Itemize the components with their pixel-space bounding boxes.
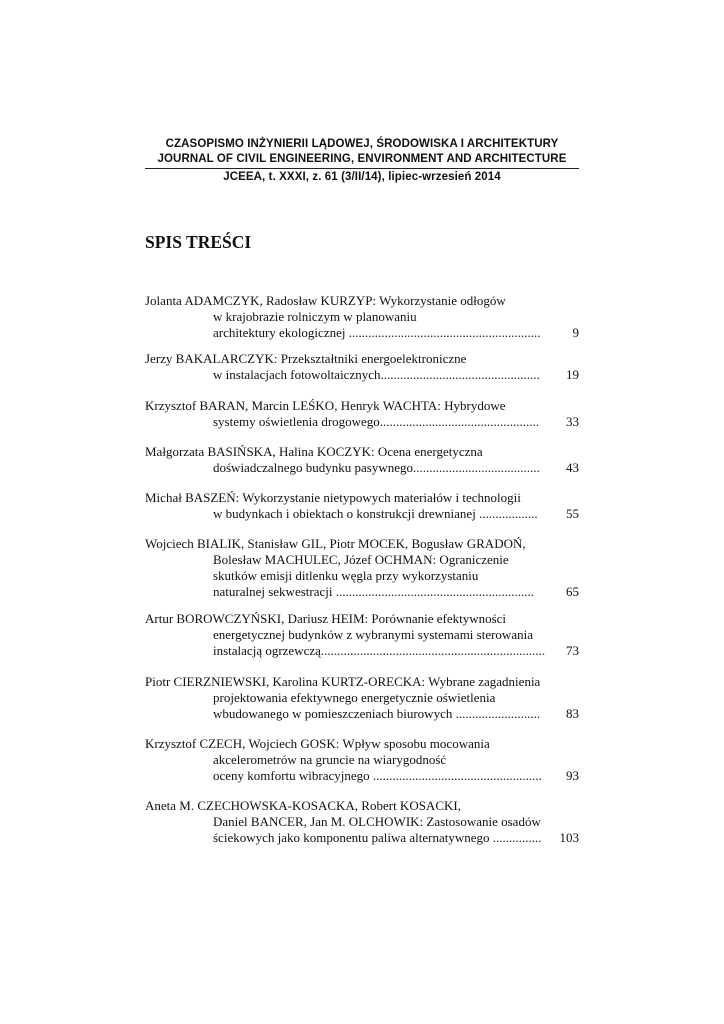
toc-entry-last-line — [145, 414, 579, 430]
toc-entry-title-line: w krajobrazie rolniczym w planowaniu — [213, 308, 417, 324]
toc-entry-last-line — [145, 584, 579, 600]
toc-entry-title-line: Bolesław MACHULEC, Józef OCHMAN: Ograniczenie — [213, 551, 509, 567]
toc-entry-title-tail: systemy oświetlenia drogowego................................................. — [213, 413, 540, 429]
toc-entry-authors-line: Michał BASZEŃ: Wykorzystanie nietypowych materiałów i technologii — [145, 490, 521, 505]
journal-issue-info: JCEEA, t. XXXI, z. 61 (3/II/14), lipiec-wrzesień 2014 — [223, 171, 501, 183]
toc-entry — [145, 444, 579, 476]
toc-entry-title-line: projektowania efektywnego energetycznie oświetlenia — [213, 689, 496, 705]
journal-title-english: JOURNAL OF CIVIL ENGINEERING, ENVIRONMENT AND ARCHITECTURE — [157, 153, 567, 165]
toc-entry — [145, 293, 579, 341]
toc-entry-title-tail: w instalacjach fotowoltaicznych................................................. — [213, 366, 540, 382]
toc-entry-authors-line: Krzysztof CZECH, Wojciech GOSK: Wpływ sposobu mocowania — [145, 736, 490, 751]
toc-entry-last-line — [145, 325, 579, 341]
toc-entry-authors-line: Artur BOROWCZYŃSKI, Dariusz HEIM: Porównanie efektywności — [145, 611, 507, 626]
toc-entry — [145, 490, 579, 522]
toc-entry-title-tail: ściekowych jako komponentu paliwa alternatywnego ............... — [213, 829, 542, 845]
toc-page-number: 83 — [566, 705, 579, 721]
toc-entry-title-tail: wbudowanego w pomieszczeniach biurowych .......................... — [213, 705, 541, 721]
toc-entry-last-line — [145, 506, 579, 522]
toc-entry — [145, 736, 579, 784]
toc-entry-title-line: Daniel BANCER, Jan M. OLCHOWIK: Zastosowanie osadów — [213, 813, 541, 829]
toc-entry-last-line — [145, 830, 579, 846]
journal-title-polish: CZASOPISMO INŻYNIERII LĄDOWEJ, ŚRODOWISKA I ARCHITEKTURY — [165, 138, 559, 150]
toc-page-number: 73 — [566, 642, 579, 658]
toc-entry-title-tail: architektury ekologicznej ........................................................... — [213, 324, 541, 340]
toc-page-number: 9 — [572, 324, 579, 340]
toc-entry-title-tail: instalacją ogrzewczą..................................................................... — [213, 642, 546, 658]
toc-entry-title-tail: doświadczalnego budynku pasywnego....................................... — [213, 459, 540, 475]
toc-entry — [145, 611, 579, 659]
toc-entry — [145, 798, 579, 846]
header-divider — [145, 168, 579, 169]
toc-entry-title-tail: w budynkach i obiektach o konstrukcji drewnianej .................. — [213, 505, 538, 521]
toc-page-number: 19 — [566, 366, 579, 382]
toc-entry — [145, 351, 579, 383]
toc-entry — [145, 536, 579, 600]
toc-entry-last-line — [145, 706, 579, 722]
toc-page-number: 55 — [566, 505, 579, 521]
toc-page-number: 103 — [559, 829, 579, 845]
toc-entry-authors-line: Małgorzata BASIŃSKA, Halina KOCZYK: Ocena energetyczna — [145, 444, 483, 459]
page-title: SPIS TREŚCI — [145, 232, 252, 252]
toc-page-number: 43 — [566, 459, 579, 475]
toc-entry-title-line: energetycznej budynków z wybranymi systemami sterowania — [213, 626, 533, 642]
toc-entry-authors-line: Aneta M. CZECHOWSKA-KOSACKA, Robert KOSACKI, — [145, 798, 461, 813]
toc-page-number: 65 — [566, 583, 579, 599]
toc-entry-title-line: akcelerometrów na gruncie na wiarygodność — [213, 751, 447, 767]
toc-entry-authors-line: Jerzy BAKALARCZYK: Przekształtniki energoelektroniczne — [145, 351, 467, 366]
toc-entry-authors-line: Jolanta ADAMCZYK, Radosław KURZYP: Wykorzystanie odłogów — [145, 293, 506, 308]
toc-entry-title-tail: naturalnej sekwestracji ............................................................. — [213, 583, 534, 599]
toc-entry — [145, 674, 579, 722]
toc-entry-last-line — [145, 768, 579, 784]
toc-entry-authors-line: Piotr CIERZNIEWSKI, Karolina KURTZ-ORECKA: Wybrane zagadnienia — [145, 674, 541, 689]
toc-entry-last-line — [145, 460, 579, 476]
toc-entry-title-line: skutków emisji ditlenku węgla przy wykorzystaniu — [213, 567, 479, 583]
toc-entry-last-line — [145, 367, 579, 383]
toc-entry-authors-line: Krzysztof BARAN, Marcin LEŚKO, Henryk WACHTA: Hybrydowe — [145, 398, 506, 413]
toc-entry-authors-line: Wojciech BIALIK, Stanisław GIL, Piotr MOCEK, Bogusław GRADOŃ, — [145, 536, 526, 551]
toc-entry-last-line — [145, 643, 579, 659]
toc-entry-title-tail: oceny komfortu wibracyjnego .................................................... — [213, 767, 542, 783]
toc-page-number: 93 — [566, 767, 579, 783]
toc-entry — [145, 398, 579, 430]
toc-page-number: 33 — [566, 413, 579, 429]
